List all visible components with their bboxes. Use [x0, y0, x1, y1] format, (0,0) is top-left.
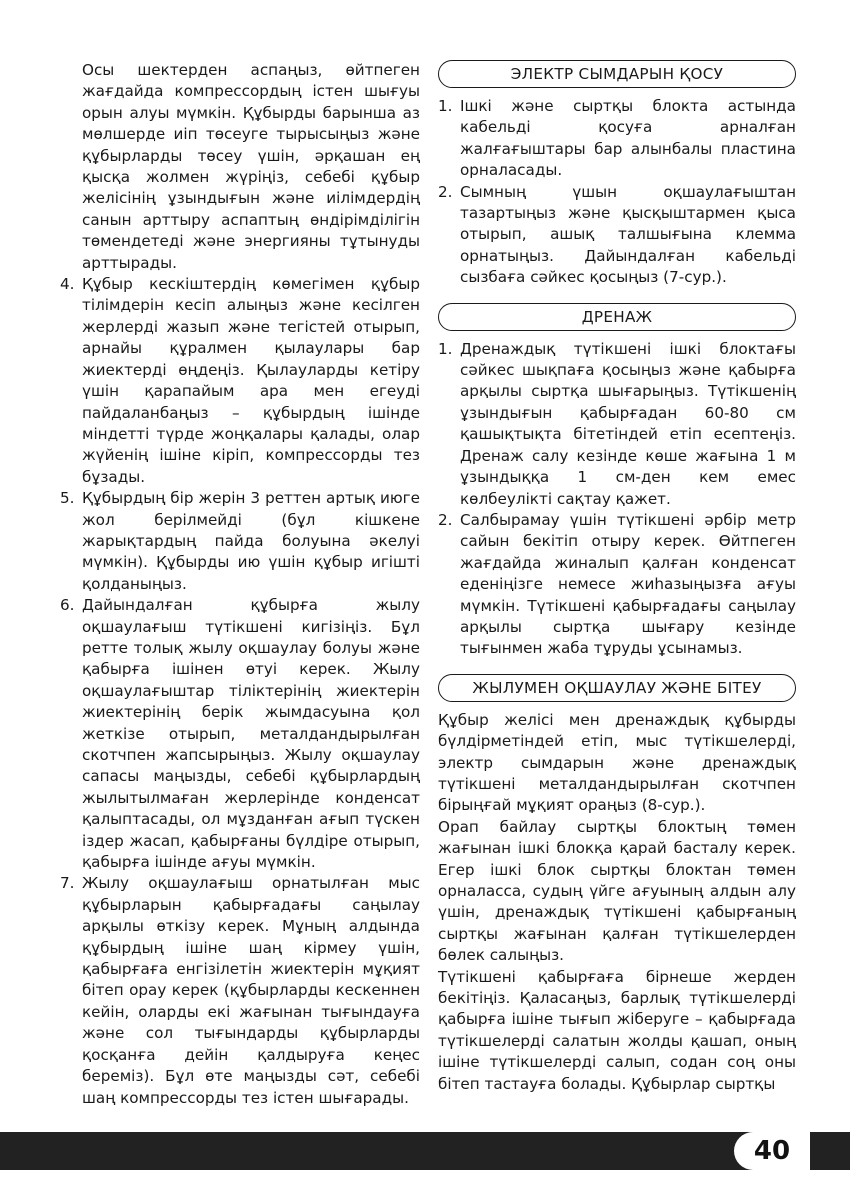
list-number: 4. — [60, 275, 75, 294]
list-item-4 — [60, 274, 420, 488]
right-column — [438, 60, 796, 1095]
left-column — [60, 60, 420, 1109]
list-text: Сымның үшын оқшаулағыштан тазартыңыз және қысқыштармен қыса отырып, ашық талшығына клемма орнатыңыз. Дайындалған кабельді сызбаға сәйкес қосыңыз (7-сур.). — [460, 182, 796, 287]
section-title-insulation: ЖЫЛУМЕН ОҚШАУЛАУ ЖӘНЕ БІТЕУ — [438, 674, 796, 702]
list-number: 2. — [438, 182, 453, 201]
list-text: Жылу оқшаулағыш орнатылған мыс құбырларын қабырғадағы саңылау арқылы өткізу керек. Мұның алдында құбырдың ішіне шаң кірмеу үшін, қабырғаға енгізілетін жиектерін мұқият бітеп орау керек (құбырларды кескеннен кейін, оларды екі жағынан тығындауға және сол тығындарды құбырларды қосқанға дейін қалдыруға кеңес береміз). Бұл өте маңызды сәт, себебі шаң компрессорды тез істен шығарады. — [82, 874, 420, 1107]
list-item-5 — [60, 488, 420, 595]
list-item-7 — [60, 873, 420, 1108]
paragraph: Орап байлау сыртқы блоктың төмен жағынан ішкі блокқа қарай басталу керек. Егер ішкі блок сыртқы блоктан төмен орналасса, судың үйге ағуының алдын алу үшін, дренаждық түтікшені қабырғаның сыртқы жағынан қалған түтікшелерден бөлек салыңыз. — [438, 817, 796, 965]
list-item — [438, 182, 796, 289]
list-number: 1. — [438, 97, 453, 115]
list-text: Ішкі және сыртқы блокта астында кабельді қосуға арналған жалғағыштары бар алынбалы пластина орналасады. — [460, 97, 796, 180]
footer-bar — [0, 1132, 850, 1170]
intro-paragraph: Осы шектерден аспаңыз, өйтпеген жағдайда компрессордың істен шығуы орын алуы мүмкін. Құбырды барынша аз мөлшерде иіп төсеуге тырысыңыз және құбырларды төсеу үшін, әрқашан ең қысқа жолмен жүріңіз, себебі құбыр желісінің ұзындығын және иілімдердің санын арттыру аспаптың өндірімділігін төмендетеді және энергияны тұтынуды арттырады. — [82, 61, 420, 272]
list-number: 5. — [60, 489, 75, 508]
list-number: 1. — [438, 339, 453, 358]
list-item — [438, 510, 796, 660]
list-text: Дайындалған құбырға жылу оқшаулағыш түтікшені кигізіңіз. Бұл ретте толық жылу оқшаулау болуы және қабырға ішінен өтуі керек. Жылу оқшаулағыштар тіліктерінің жиектерін жиектерінің берік жымдасуына қол жеткізе отырып, металдандырылған скотчпен жапсырыңыз. Жылу оқшаулау сапасы маңызды, себебі құбырлардың жылытылмаған жерлерінде конденсат қалыптасады, ол мұзданған ағып түскен іздер жасап, қабырғаны бүлдіре отырып, қабырға ішінде ағуы мүмкін. — [82, 596, 420, 872]
list-number: 2. — [438, 510, 453, 529]
list-text: Құбырдың бір жерін 3 реттен артық июге жол берілмейді (бұл кішкене жарықтардың пайда болуына әкелуі мүмкін). Құбырды ию үшін құбыр игішті қолданыңыз. — [82, 489, 420, 593]
list-text: Салбырамау үшін түтікшені әрбір метр сайын бекітіп отыру керек. Өйтпеген жағдайда жиналып қалған конденсат еденіңізге немесе жиһазыңызға ағуы мүмкін. Түтікшені қабырғадағы саңылау арқылы сыртқа шығару кезінде тығынмен жаба тұруды ұсынамыз. — [460, 510, 796, 658]
list-item-6 — [60, 595, 420, 873]
section-gap — [438, 660, 796, 674]
paragraph: Түтікшені қабырғаға бірнеше жерден бекітіңіз. Қаласаңыз, барлық түтікшелерді қабырға ішіне тығып жіберуге – қабырғада түтікшелерді салатын жолды қашап, оның ішіне түтікшелерді салып, содан соң оны бітеп тастауға болады. Құбырлар сыртқы — [438, 967, 796, 1093]
list-item — [438, 96, 796, 182]
list-item — [438, 339, 796, 510]
section-gap — [438, 289, 796, 303]
list-number: 6. — [60, 596, 75, 615]
section-title-drainage: ДРЕНАЖ — [438, 303, 796, 331]
paragraph: Құбыр желісі мен дренаждық құбырды бүлдірметіндей етіп, мыс түтікшелерді, электр сымдарын және дренаждық түтікшені металдандырылған скотчпен бірыңғай мұқият ораңыз (8-сур.). — [438, 710, 796, 815]
section-title-electrical: ЭЛЕКТР СЫМДАРЫН ҚОСУ — [438, 60, 796, 88]
page-number: 40 — [734, 1132, 810, 1170]
list-number: 7. — [60, 874, 75, 893]
list-text: Құбыр кескіштердің көмегімен құбыр тілімдерін кесіп алыңыз және кесілген жерлерді жазып және тегістей отырып, арнайы құралмен қылаулары бар жиектерді өңдеңіз. Қылауларды кетіру үшін қарапайым ара мен егеуді пайдаланбаңыз – құбырдың ішінде міндетті түрде жоңқалары қалады, олар жүйенің ішіне кіріп, компрессорды тез бұзады. — [82, 275, 420, 486]
list-text: Дренаждық түтікшені ішкі блоктағы сәйкес шықпаға қосыңыз және қабырға арқылы сыртқа шығарыңыз. Түтікшенің ұзындығын қабырғадан 60-80 см қашықтықта бітетіндей етіп есептеңіз. Дренаж салу кезінде көше жағына 1 м ұзындыққа 1 см-ден кем емес көлбеулікті сақтау қажет. — [460, 339, 796, 508]
